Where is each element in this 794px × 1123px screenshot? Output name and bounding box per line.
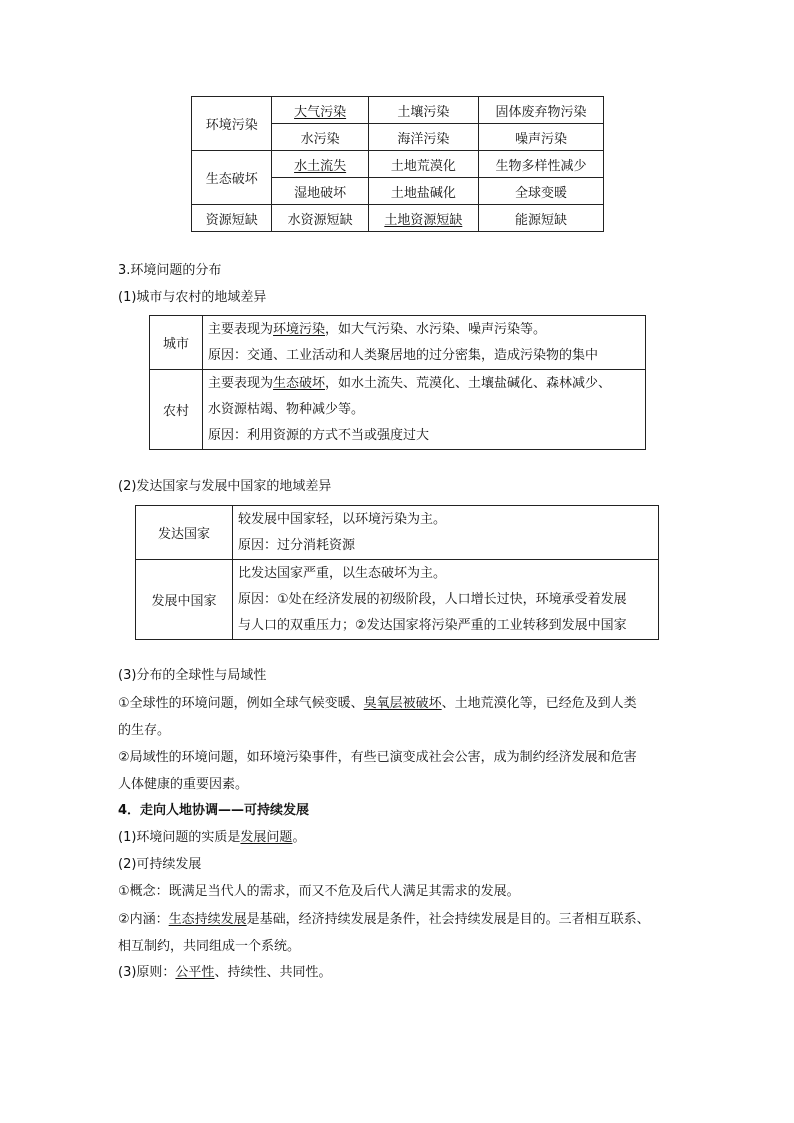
table-cell: 土壤污染 — [368, 97, 478, 124]
table-cell — [368, 205, 478, 232]
underlined-term: 环境污染 — [273, 322, 326, 337]
developed-developing-table — [135, 505, 659, 640]
urban-rural-table — [149, 315, 646, 450]
underlined-term: 公平性 — [175, 965, 215, 980]
table-row — [150, 370, 646, 450]
table-cell — [233, 560, 659, 640]
paragraph-line — [118, 690, 684, 717]
table-cell — [233, 506, 659, 560]
concept-paragraph: ①概念：既满足当代人的需求，而又不危及后代人满足其需求的发展。 — [118, 884, 520, 899]
category-cell: 环境污染 — [192, 97, 272, 151]
underlined-term: 生态破坏 — [273, 376, 326, 391]
cell-line: 较发展中国家轻，以环境污染为主。 — [238, 512, 447, 527]
connotation-paragraph — [118, 906, 684, 960]
text: 、土地荒漠化等，已经危及到人类 — [441, 696, 637, 711]
cell-line — [208, 317, 641, 343]
section-3-title: 3.环境问题的分布 — [118, 263, 222, 278]
text: 、持续性、共同性。 — [214, 965, 332, 980]
section-4-title: 4．走向人地协调——可持续发展 — [118, 803, 310, 818]
underlined-term: 臭氧层被破坏 — [363, 696, 442, 711]
table-cell: 水污染 — [272, 124, 368, 151]
table-cell: 能源短缺 — [478, 205, 603, 232]
table-cell: 湿地破坏 — [272, 178, 368, 205]
table-cell: 固体废弃物污染 — [478, 97, 603, 124]
table-cell: 全球变暖 — [478, 178, 603, 205]
category-cell: 生态破坏 — [192, 151, 272, 205]
table-row — [192, 205, 604, 232]
text: 主要表现为 — [208, 322, 274, 337]
subsection-1-title: (1)城市与农村的地域差异 — [118, 290, 267, 305]
category-cell: 资源短缺 — [192, 205, 272, 232]
text: ①全球性的环境问题，例如全球气候变暖、 — [118, 696, 364, 711]
subsection-3-title: (3)分布的全球性与局域性 — [118, 668, 267, 683]
table-row — [136, 560, 659, 640]
text: ，如水土流失、荒漠化、土壤盐碱化、森林减少、 — [325, 376, 612, 391]
cell-line: 原因：过分消耗资源 — [238, 538, 356, 553]
environment-problems-table — [191, 96, 604, 232]
cell-line: 水资源枯竭、物种减少等。 — [208, 402, 365, 417]
principles-paragraph — [118, 964, 331, 982]
table-cell — [272, 151, 368, 178]
paragraph-line: 人体健康的重要因素。 — [118, 777, 249, 792]
table-row — [150, 316, 646, 370]
table-cell: 土地荒漠化 — [368, 151, 478, 178]
table-row — [192, 151, 604, 178]
global-paragraph — [118, 690, 684, 744]
table-cell — [203, 316, 646, 370]
underlined-term: 大气污染 — [294, 104, 347, 120]
underlined-term: 生态持续发展 — [168, 912, 247, 927]
table-cell — [272, 97, 368, 124]
cell-line: 原因：利用资源的方式不当或强度过大 — [208, 428, 430, 443]
paragraph-line: 相互制约，共同组成一个系统。 — [118, 939, 301, 954]
row-label-cell: 发达国家 — [136, 506, 233, 560]
cell-line: 与人口的双重压力；②发达国家将污染严重的工业转移到发展中国家 — [238, 618, 627, 633]
subsection-2-title: (2)发达国家与发展中国家的地域差异 — [118, 479, 332, 494]
text: 主要表现为 — [208, 376, 274, 391]
table-cell: 海洋污染 — [368, 124, 478, 151]
text: 是基础，经济持续发展是条件，社会持续发展是目的。三者相互联系、 — [246, 912, 650, 927]
cell-line — [208, 371, 641, 397]
cell-line: 原因：交通、工业活动和人类聚居地的过分密集，造成污染物的集中 — [208, 348, 599, 363]
text: (3)原则： — [118, 965, 176, 980]
paragraph-line: ②局域性的环境问题，如环境污染事件，有些已演变成社会公害，成为制约经济发展和危害 — [118, 750, 637, 765]
table-cell — [203, 370, 646, 450]
table-row — [192, 97, 604, 124]
underlined-term: 发展问题 — [240, 830, 293, 845]
table-row — [136, 506, 659, 560]
table-cell: 水资源短缺 — [272, 205, 368, 232]
cell-line: 比发达国家严重，以生态破坏为主。 — [238, 566, 447, 581]
table-cell: 噪声污染 — [478, 124, 603, 151]
row-label-cell: 城市 — [150, 316, 203, 370]
text: 。 — [292, 830, 306, 845]
paragraph-line: 的生存。 — [118, 723, 171, 738]
row-label-cell: 农村 — [150, 370, 203, 450]
underlined-term: 水土流失 — [294, 158, 347, 174]
text: ，如大气污染、水污染、噪声污染等。 — [325, 322, 547, 337]
text: (1)环境问题的实质是 — [118, 830, 241, 845]
local-paragraph — [118, 744, 684, 798]
text: ②内涵： — [118, 912, 169, 927]
table-cell: 生物多样性减少 — [478, 151, 603, 178]
essence-paragraph — [118, 829, 305, 847]
table-cell: 土地盐碱化 — [368, 178, 478, 205]
sustainable-subtitle: (2)可持续发展 — [118, 857, 202, 872]
paragraph-line — [118, 906, 684, 933]
row-label-cell: 发展中国家 — [136, 560, 233, 640]
underlined-term: 土地资源短缺 — [384, 212, 463, 228]
cell-line: 原因：①处在经济发展的初级阶段，人口增长过快，环境承受着发展 — [238, 592, 627, 607]
